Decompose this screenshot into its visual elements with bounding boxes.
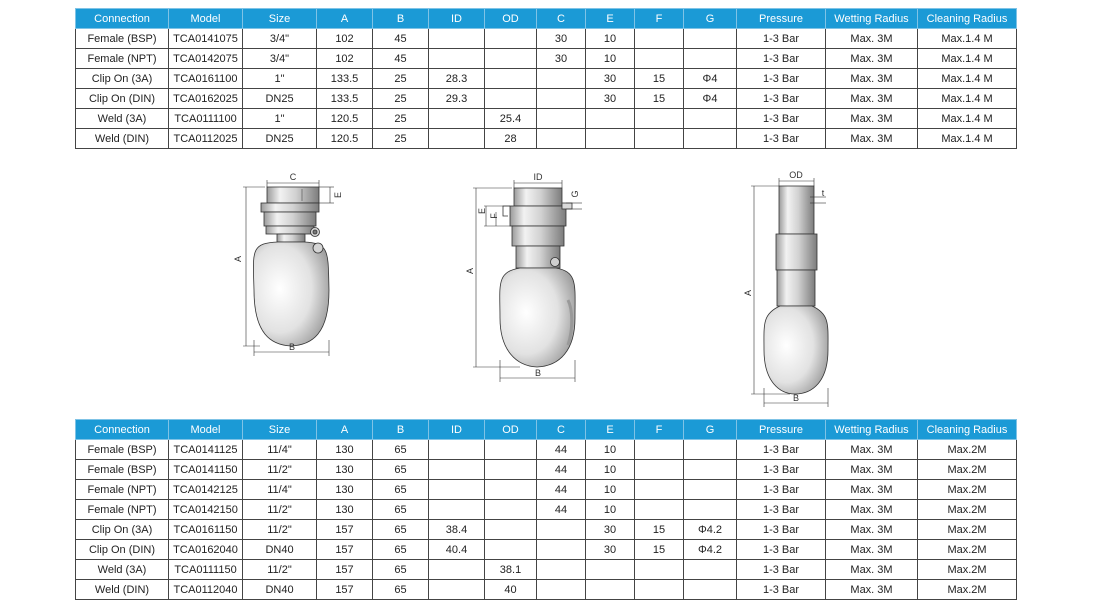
drawing-female-connection [243, 180, 334, 356]
table-cell: 130 [317, 500, 373, 520]
table-cell: 120.5 [317, 109, 373, 129]
table-cell: Female (BSP) [76, 440, 169, 460]
column-header: Pressure [737, 420, 826, 440]
column-header: E [586, 420, 635, 440]
table-cell: 11/2" [243, 520, 317, 540]
column-header: Connection [76, 9, 169, 29]
table-cell: Max.2M [918, 580, 1017, 600]
table-cell: Max.1.4 M [918, 89, 1017, 109]
column-header: F [635, 420, 684, 440]
table-cell: 1" [243, 69, 317, 89]
table-cell: Max.1.4 M [918, 109, 1017, 129]
table-cell: 30 [586, 540, 635, 560]
table-cell: 65 [373, 460, 429, 480]
table-cell: 11/4" [243, 480, 317, 500]
table-cell: 15 [635, 89, 684, 109]
column-header: G [684, 420, 737, 440]
table-cell: 30 [586, 89, 635, 109]
table-cell: Max. 3M [826, 109, 918, 129]
table-cell: 1" [243, 109, 317, 129]
column-header: ID [429, 420, 485, 440]
column-header: C [537, 9, 586, 29]
table-cell: 1-3 Bar [737, 49, 826, 69]
table-cell: 130 [317, 480, 373, 500]
table-cell: 120.5 [317, 129, 373, 149]
table-cell: 15 [635, 520, 684, 540]
column-header: Model [169, 420, 243, 440]
dim-label-t: t [821, 188, 825, 198]
table-cell: Female (NPT) [76, 49, 169, 69]
table-cell: 25 [373, 69, 429, 89]
table-cell: Female (NPT) [76, 500, 169, 520]
table-cell: 10 [586, 480, 635, 500]
column-header: B [373, 420, 429, 440]
dim-label-a: A [465, 267, 475, 275]
table-cell: Max. 3M [826, 460, 918, 480]
table-cell: Clip On (3A) [76, 520, 169, 540]
table-cell: 1-3 Bar [737, 129, 826, 149]
column-header: G [684, 9, 737, 29]
column-header: B [373, 9, 429, 29]
table-cell: Max.2M [918, 440, 1017, 460]
table-cell: 102 [317, 49, 373, 69]
table-cell: 10 [586, 49, 635, 69]
table-cell: 1-3 Bar [737, 460, 826, 480]
column-header: Size [243, 420, 317, 440]
table-cell: Φ4.2 [684, 540, 737, 560]
table-cell: Max.2M [918, 540, 1017, 560]
table-cell: Max. 3M [826, 520, 918, 540]
table-cell: TCA0111150 [169, 560, 243, 580]
table-cell: Max. 3M [826, 129, 918, 149]
table-cell: 30 [586, 69, 635, 89]
table-cell: 1-3 Bar [737, 69, 826, 89]
table-cell: Max. 3M [826, 480, 918, 500]
table-cell: 1-3 Bar [737, 29, 826, 49]
table-cell: 38.1 [485, 560, 537, 580]
table-cell: 65 [373, 480, 429, 500]
table-cell: 40 [485, 580, 537, 600]
column-header: OD [485, 9, 537, 29]
column-header: Model [169, 9, 243, 29]
table-cell: 30 [537, 29, 586, 49]
dim-label-a: A [743, 289, 753, 297]
table-cell: Max. 3M [826, 580, 918, 600]
table-cell: 10 [586, 29, 635, 49]
table-cell: TCA0141125 [169, 440, 243, 460]
table-cell: TCA0142075 [169, 49, 243, 69]
table-cell: 11/2" [243, 560, 317, 580]
column-header: ID [429, 9, 485, 29]
table-cell: 133.5 [317, 69, 373, 89]
table-cell: TCA0141150 [169, 460, 243, 480]
table-cell: 1-3 Bar [737, 560, 826, 580]
table-cell: 25 [373, 109, 429, 129]
table-cell: 11/4" [243, 440, 317, 460]
table-cell: 38.4 [429, 520, 485, 540]
table-cell: DN25 [243, 89, 317, 109]
table-cell: 1-3 Bar [737, 480, 826, 500]
dim-label-b: B [792, 393, 800, 403]
table-cell: Female (NPT) [76, 480, 169, 500]
table-cell: 65 [373, 440, 429, 460]
table-cell: TCA0142125 [169, 480, 243, 500]
table-cell: Max. 3M [826, 540, 918, 560]
dim-label-b: B [534, 368, 542, 378]
table-cell: Female (BSP) [76, 460, 169, 480]
table-cell: Max.1.4 M [918, 29, 1017, 49]
table-cell: Max. 3M [826, 29, 918, 49]
table-cell: Max.2M [918, 520, 1017, 540]
table-cell: 11/2" [243, 460, 317, 480]
table-cell: Φ4 [684, 69, 737, 89]
table-cell: Max.1.4 M [918, 49, 1017, 69]
table-cell: TCA0161100 [169, 69, 243, 89]
table-cell: 65 [373, 540, 429, 560]
table-cell: DN25 [243, 129, 317, 149]
column-header: Cleaning Radius [918, 420, 1017, 440]
table-cell: Max. 3M [826, 69, 918, 89]
column-header: Wetting Radius [826, 9, 918, 29]
table-cell: 3/4" [243, 29, 317, 49]
table-cell: Clip On (3A) [76, 69, 169, 89]
table-cell: TCA0162025 [169, 89, 243, 109]
table-cell: 65 [373, 500, 429, 520]
table-cell: 130 [317, 440, 373, 460]
table-cell: Weld (3A) [76, 560, 169, 580]
table-cell: 3/4" [243, 49, 317, 69]
table-cell: 45 [373, 49, 429, 69]
column-header: Cleaning Radius [918, 9, 1017, 29]
table-cell: 65 [373, 520, 429, 540]
table-cell: 44 [537, 480, 586, 500]
table-cell: 65 [373, 560, 429, 580]
table-cell: Max.2M [918, 560, 1017, 580]
column-header: Wetting Radius [826, 420, 918, 440]
table-cell: TCA0142150 [169, 500, 243, 520]
table-cell: Clip On (DIN) [76, 89, 169, 109]
table-cell: 25 [373, 89, 429, 109]
column-header: E [586, 9, 635, 29]
table-cell: 1-3 Bar [737, 500, 826, 520]
table-cell: 15 [635, 540, 684, 560]
table-cell: 44 [537, 460, 586, 480]
table-cell: TCA0111100 [169, 109, 243, 129]
dim-label-id: ID [533, 172, 543, 182]
table-cell: Weld (3A) [76, 109, 169, 129]
table-cell: Φ4.2 [684, 520, 737, 540]
table-cell: Max. 3M [826, 49, 918, 69]
table-cell: Max.1.4 M [918, 129, 1017, 149]
dim-label-c: C [289, 172, 297, 182]
table-cell: 45 [373, 29, 429, 49]
table-cell: 10 [586, 440, 635, 460]
table-cell: Φ4 [684, 89, 737, 109]
table-cell: Max. 3M [826, 89, 918, 109]
table-cell: DN40 [243, 540, 317, 560]
column-header: C [537, 420, 586, 440]
column-header: Size [243, 9, 317, 29]
table-cell: 10 [586, 500, 635, 520]
table-cell: 65 [373, 580, 429, 600]
table-cell: 1-3 Bar [737, 440, 826, 460]
table-cell: Max. 3M [826, 500, 918, 520]
table-cell: 157 [317, 540, 373, 560]
table-cell: 157 [317, 520, 373, 540]
table-cell: Max. 3M [826, 560, 918, 580]
dim-label-e: E [333, 191, 343, 199]
dim-label-f: F [489, 213, 499, 219]
table-cell: 15 [635, 69, 684, 89]
column-header: A [317, 420, 373, 440]
table-cell: Max.2M [918, 480, 1017, 500]
table-cell: 44 [537, 500, 586, 520]
drawing-clip-on-connection [473, 180, 582, 382]
drawing-weld-connection [751, 178, 828, 407]
table-cell: 30 [537, 49, 586, 69]
column-header: F [635, 9, 684, 29]
table-cell: 25 [373, 129, 429, 149]
table-cell: DN40 [243, 580, 317, 600]
dim-label-a: A [233, 255, 243, 263]
table-cell: 30 [586, 520, 635, 540]
table-cell: 1-3 Bar [737, 540, 826, 560]
table-cell: 157 [317, 560, 373, 580]
table-cell: 28.3 [429, 69, 485, 89]
table-cell: Max.2M [918, 460, 1017, 480]
table-cell: Max. 3M [826, 440, 918, 460]
table-cell: Weld (DIN) [76, 580, 169, 600]
table-cell: 25.4 [485, 109, 537, 129]
table-cell: 1-3 Bar [737, 89, 826, 109]
column-header: Pressure [737, 9, 826, 29]
table-cell: TCA0112040 [169, 580, 243, 600]
table-cell: 44 [537, 440, 586, 460]
table-cell: 130 [317, 460, 373, 480]
table-cell: 133.5 [317, 89, 373, 109]
dim-label-od: OD [789, 170, 803, 180]
table-cell: 102 [317, 29, 373, 49]
table-cell: 1-3 Bar [737, 109, 826, 129]
table-cell: TCA0162040 [169, 540, 243, 560]
table-cell: Female (BSP) [76, 29, 169, 49]
table-cell: Max.2M [918, 500, 1017, 520]
table-cell: TCA0141075 [169, 29, 243, 49]
dim-label-b: B [288, 342, 296, 352]
table-cell: 40.4 [429, 540, 485, 560]
table-cell: 11/2" [243, 500, 317, 520]
table-cell: TCA0112025 [169, 129, 243, 149]
table-cell: Weld (DIN) [76, 129, 169, 149]
table-cell: TCA0161150 [169, 520, 243, 540]
table-cell: Clip On (DIN) [76, 540, 169, 560]
dim-label-e: E [477, 207, 487, 215]
table-cell: 1-3 Bar [737, 520, 826, 540]
table-cell: 28 [485, 129, 537, 149]
column-header: Connection [76, 420, 169, 440]
table-cell: 157 [317, 580, 373, 600]
table-cell: Max.1.4 M [918, 69, 1017, 89]
table-cell: 10 [586, 460, 635, 480]
column-header: OD [485, 420, 537, 440]
dim-label-g: G [570, 190, 580, 198]
column-header: A [317, 9, 373, 29]
table-cell: 29.3 [429, 89, 485, 109]
table-cell: 1-3 Bar [737, 580, 826, 600]
